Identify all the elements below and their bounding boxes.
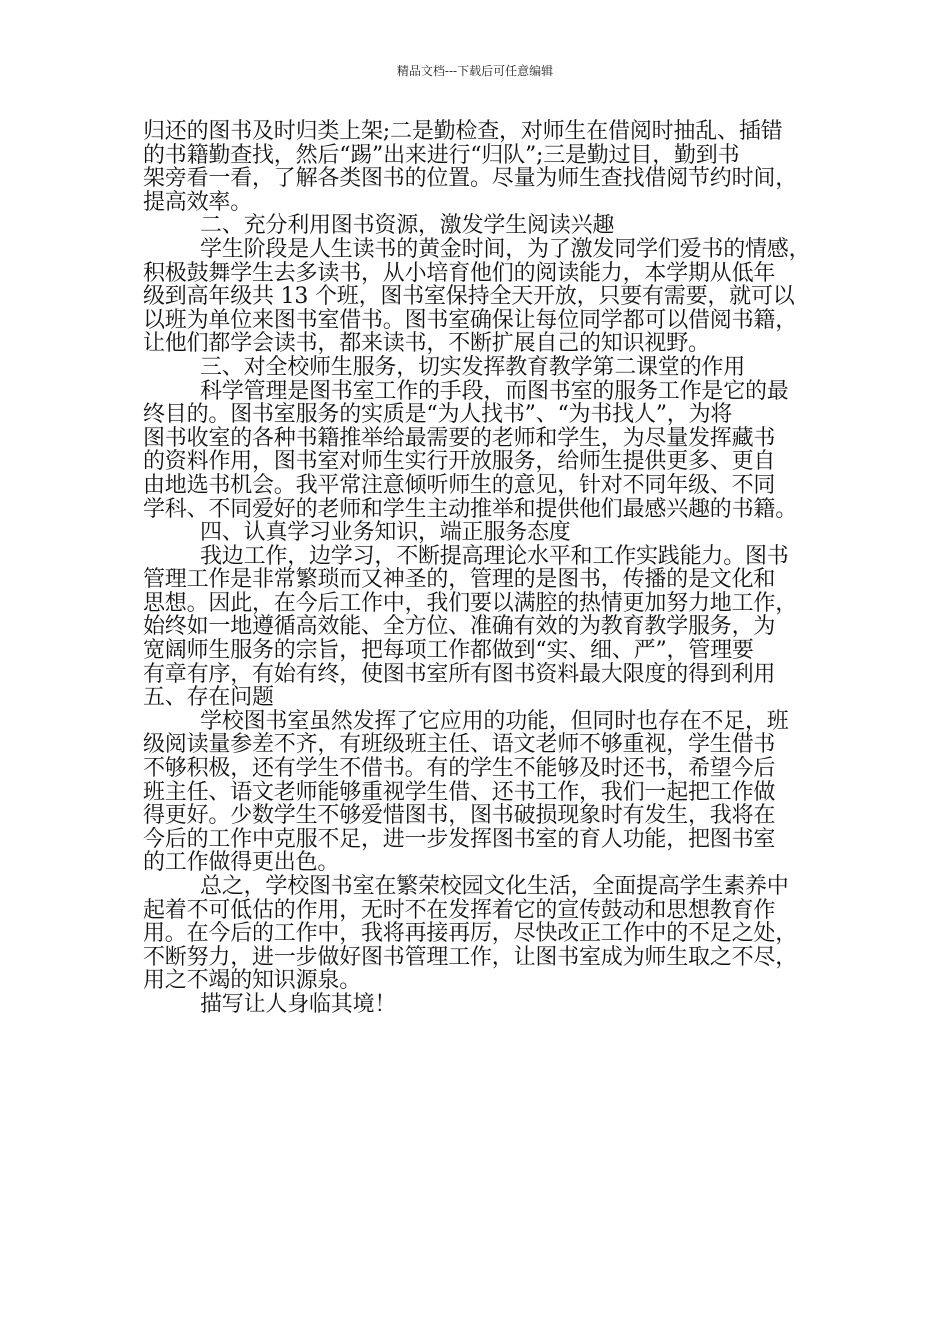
text-line: 学科、不同爱好的老师和学生主动推举和提供他们最感兴趣的书籍。 [143, 496, 798, 522]
text-line: 得更好。少数学生不够爱惜图书，图书破损现象时有发生，我将在 [143, 803, 776, 829]
text-line: 学生阶段是人生读书的黄金时间，为了激发同学们爱书的情感， [200, 236, 811, 262]
text-line: 宽阔师生服务的宗旨，把每项工作都做到“实、细、严”，管理要 [143, 638, 754, 664]
text-line: 描写让人身临其境！ [200, 991, 397, 1017]
text-line: 始终如一地遵循高效能、全方位、准确有效的为教育教学服务，为 [143, 614, 776, 640]
text-line: 学校图书室虽然发挥了它应用的功能，但同时也存在不足，班 [200, 708, 789, 734]
text-line: 思想。因此，在今后工作中，我们要以满腔的热情更加努力地工作， [143, 590, 798, 616]
section-heading: 二、充分利用图书资源，激发学生阅读兴趣 [200, 213, 615, 239]
text-line: 积极鼓舞学生去多读书，从小培育他们的阅读能力，本学期从低年 [143, 260, 776, 286]
text-line: 管理工作是非常繁琐而又神圣的，管理的是图书，传播的是文化和 [143, 567, 776, 593]
text-line: 由地选书机会。我平常注意倾听师生的意见，针对不同年级、不同 [143, 472, 776, 498]
text-line: 让他们都学会读书，都来读书，不断扩展自己的知识视野。 [143, 331, 710, 357]
text-line: 级到高年级共 13 个班，图书室保持全天开放，只要有需要，就可以 [143, 284, 795, 310]
text-line: 架旁看一看，了解各类图书的位置。尽量为师生查找借阅节约时间， [143, 166, 798, 192]
text-line: 起着不可低估的作用，无时不在发挥着它的宣传鼓动和思想教育作 [143, 897, 776, 923]
text-line: 有章有序，有始有终，使图书室所有图书资料最大限度的得到利用 [143, 661, 776, 687]
section-heading: 三、对全校师生服务，切实发挥教育教学第二课堂的作用 [200, 354, 746, 380]
section-heading: 四、认真学习业务知识，端正服务态度 [200, 520, 571, 546]
text-line: 我边工作，边学习，不断提高理论水平和工作实践能力。图书 [200, 543, 789, 569]
text-line: 用之不竭的知识源泉。 [143, 968, 362, 994]
text-line: 级阅读量参差不齐，有班级班主任、语文老师不够重视，学生借书 [143, 732, 776, 758]
document-body [143, 120, 833, 1017]
text-line: 的资料作用，图书室对师生实行开放服务，给师生提供更多、更自 [143, 449, 776, 475]
text-line: 总之，学校图书室在繁荣校园文化生活，全面提高学生素养中 [200, 874, 789, 899]
text-line: 用。在今后的工作中，我将再接再厉，尽快改正工作中的不足之处， [143, 921, 798, 947]
text-line: 图书收室的各种书籍推举给最需要的老师和学生，为尽量发挥藏书 [143, 425, 776, 451]
page-header: 精品文档---下载后可任意编辑 [396, 64, 554, 78]
text-line: 今后的工作中克服不足，进一步发挥图书室的育人功能，把图书室 [143, 826, 776, 852]
text-line: 归还的图书及时归类上架;二是勤检查，对师生在借阅时抽乱、插错 [143, 119, 783, 144]
text-line: 以班为单位来图书室借书。图书室确保让每位同学都可以借阅书籍， [143, 307, 798, 333]
text-line: 终目的。图书室服务的实质是“为人找书”、“为书找人”，为将 [143, 402, 733, 428]
text-line: 的工作做得更出色。 [143, 850, 340, 876]
text-line: 班主任、语文老师能够重视学生借、还书工作，我们一起把工作做 [143, 779, 776, 805]
text-line: 科学管理是图书室工作的手段，而图书室的服务工作是它的最 [200, 378, 789, 404]
text-line: 不断努力，进一步做好图书管理工作，让图书室成为师生取之不尽， [143, 944, 798, 970]
section-heading: 五、存在问题 [143, 685, 274, 711]
text-line: 不够积极，还有学生不借书。有的学生不能够及时还书，希望今后 [143, 756, 776, 782]
text-line: 提高效率。 [143, 189, 253, 215]
text-line: 的书籍勤查找，然后“踢”出来进行“归队”;三是勤过目，勤到书 [143, 142, 740, 168]
